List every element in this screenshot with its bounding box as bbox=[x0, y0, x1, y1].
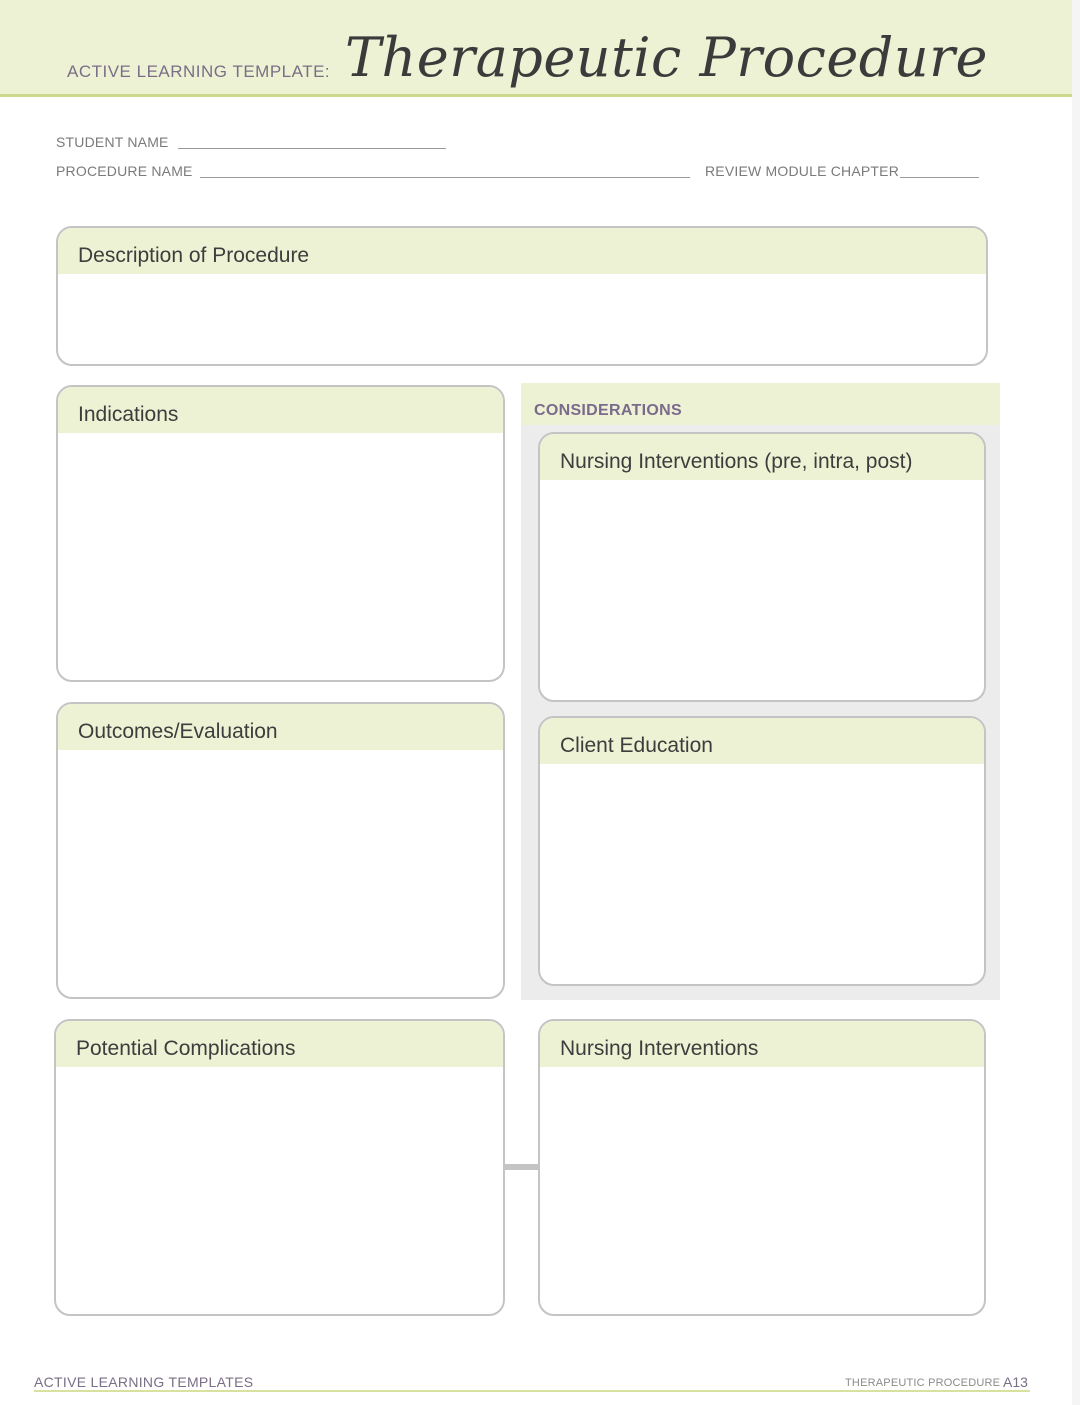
description-box[interactable] bbox=[56, 226, 988, 366]
page-title: Therapeutic Procedure bbox=[345, 26, 988, 89]
page-number: A13 bbox=[1003, 1374, 1028, 1390]
procedure-name-field[interactable] bbox=[200, 177, 690, 178]
indications-heading: Indications bbox=[58, 387, 503, 433]
review-module-chapter-label: REVIEW MODULE CHAPTER bbox=[705, 163, 899, 179]
template-label: ACTIVE LEARNING TEMPLATE: bbox=[67, 62, 331, 81]
considerations-heading: CONSIDERATIONS bbox=[521, 383, 1000, 425]
nursing-interventions-pre-intra-post-box[interactable] bbox=[538, 432, 986, 702]
page-edge bbox=[1072, 0, 1080, 1405]
procedure-name-label: PROCEDURE NAME bbox=[56, 163, 193, 179]
potential-complications-box[interactable] bbox=[54, 1019, 505, 1316]
footer-procedure-label: THERAPEUTIC PROCEDURE bbox=[845, 1377, 1001, 1389]
outcomes-evaluation-heading: Outcomes/Evaluation bbox=[58, 704, 503, 750]
nursing-interventions-box[interactable] bbox=[538, 1019, 986, 1316]
student-name-field[interactable] bbox=[178, 148, 446, 149]
header-banner bbox=[0, 0, 1072, 97]
description-heading: Description of Procedure bbox=[58, 228, 986, 274]
connector-bar bbox=[504, 1164, 538, 1170]
outcomes-evaluation-box[interactable] bbox=[56, 702, 505, 999]
review-module-chapter-field[interactable] bbox=[900, 177, 979, 178]
nursing-interventions-heading: Nursing Interventions bbox=[540, 1021, 984, 1067]
footer-templates-label: ACTIVE LEARNING TEMPLATES bbox=[34, 1374, 254, 1390]
footer-divider bbox=[34, 1390, 1030, 1392]
nursing-interventions-pre-intra-post-heading: Nursing Interventions (pre, intra, post) bbox=[540, 434, 984, 480]
potential-complications-heading: Potential Complications bbox=[56, 1021, 503, 1067]
student-name-label: STUDENT NAME bbox=[56, 134, 169, 150]
indications-box[interactable] bbox=[56, 385, 505, 682]
client-education-heading: Client Education bbox=[540, 718, 984, 764]
client-education-box[interactable] bbox=[538, 716, 986, 986]
